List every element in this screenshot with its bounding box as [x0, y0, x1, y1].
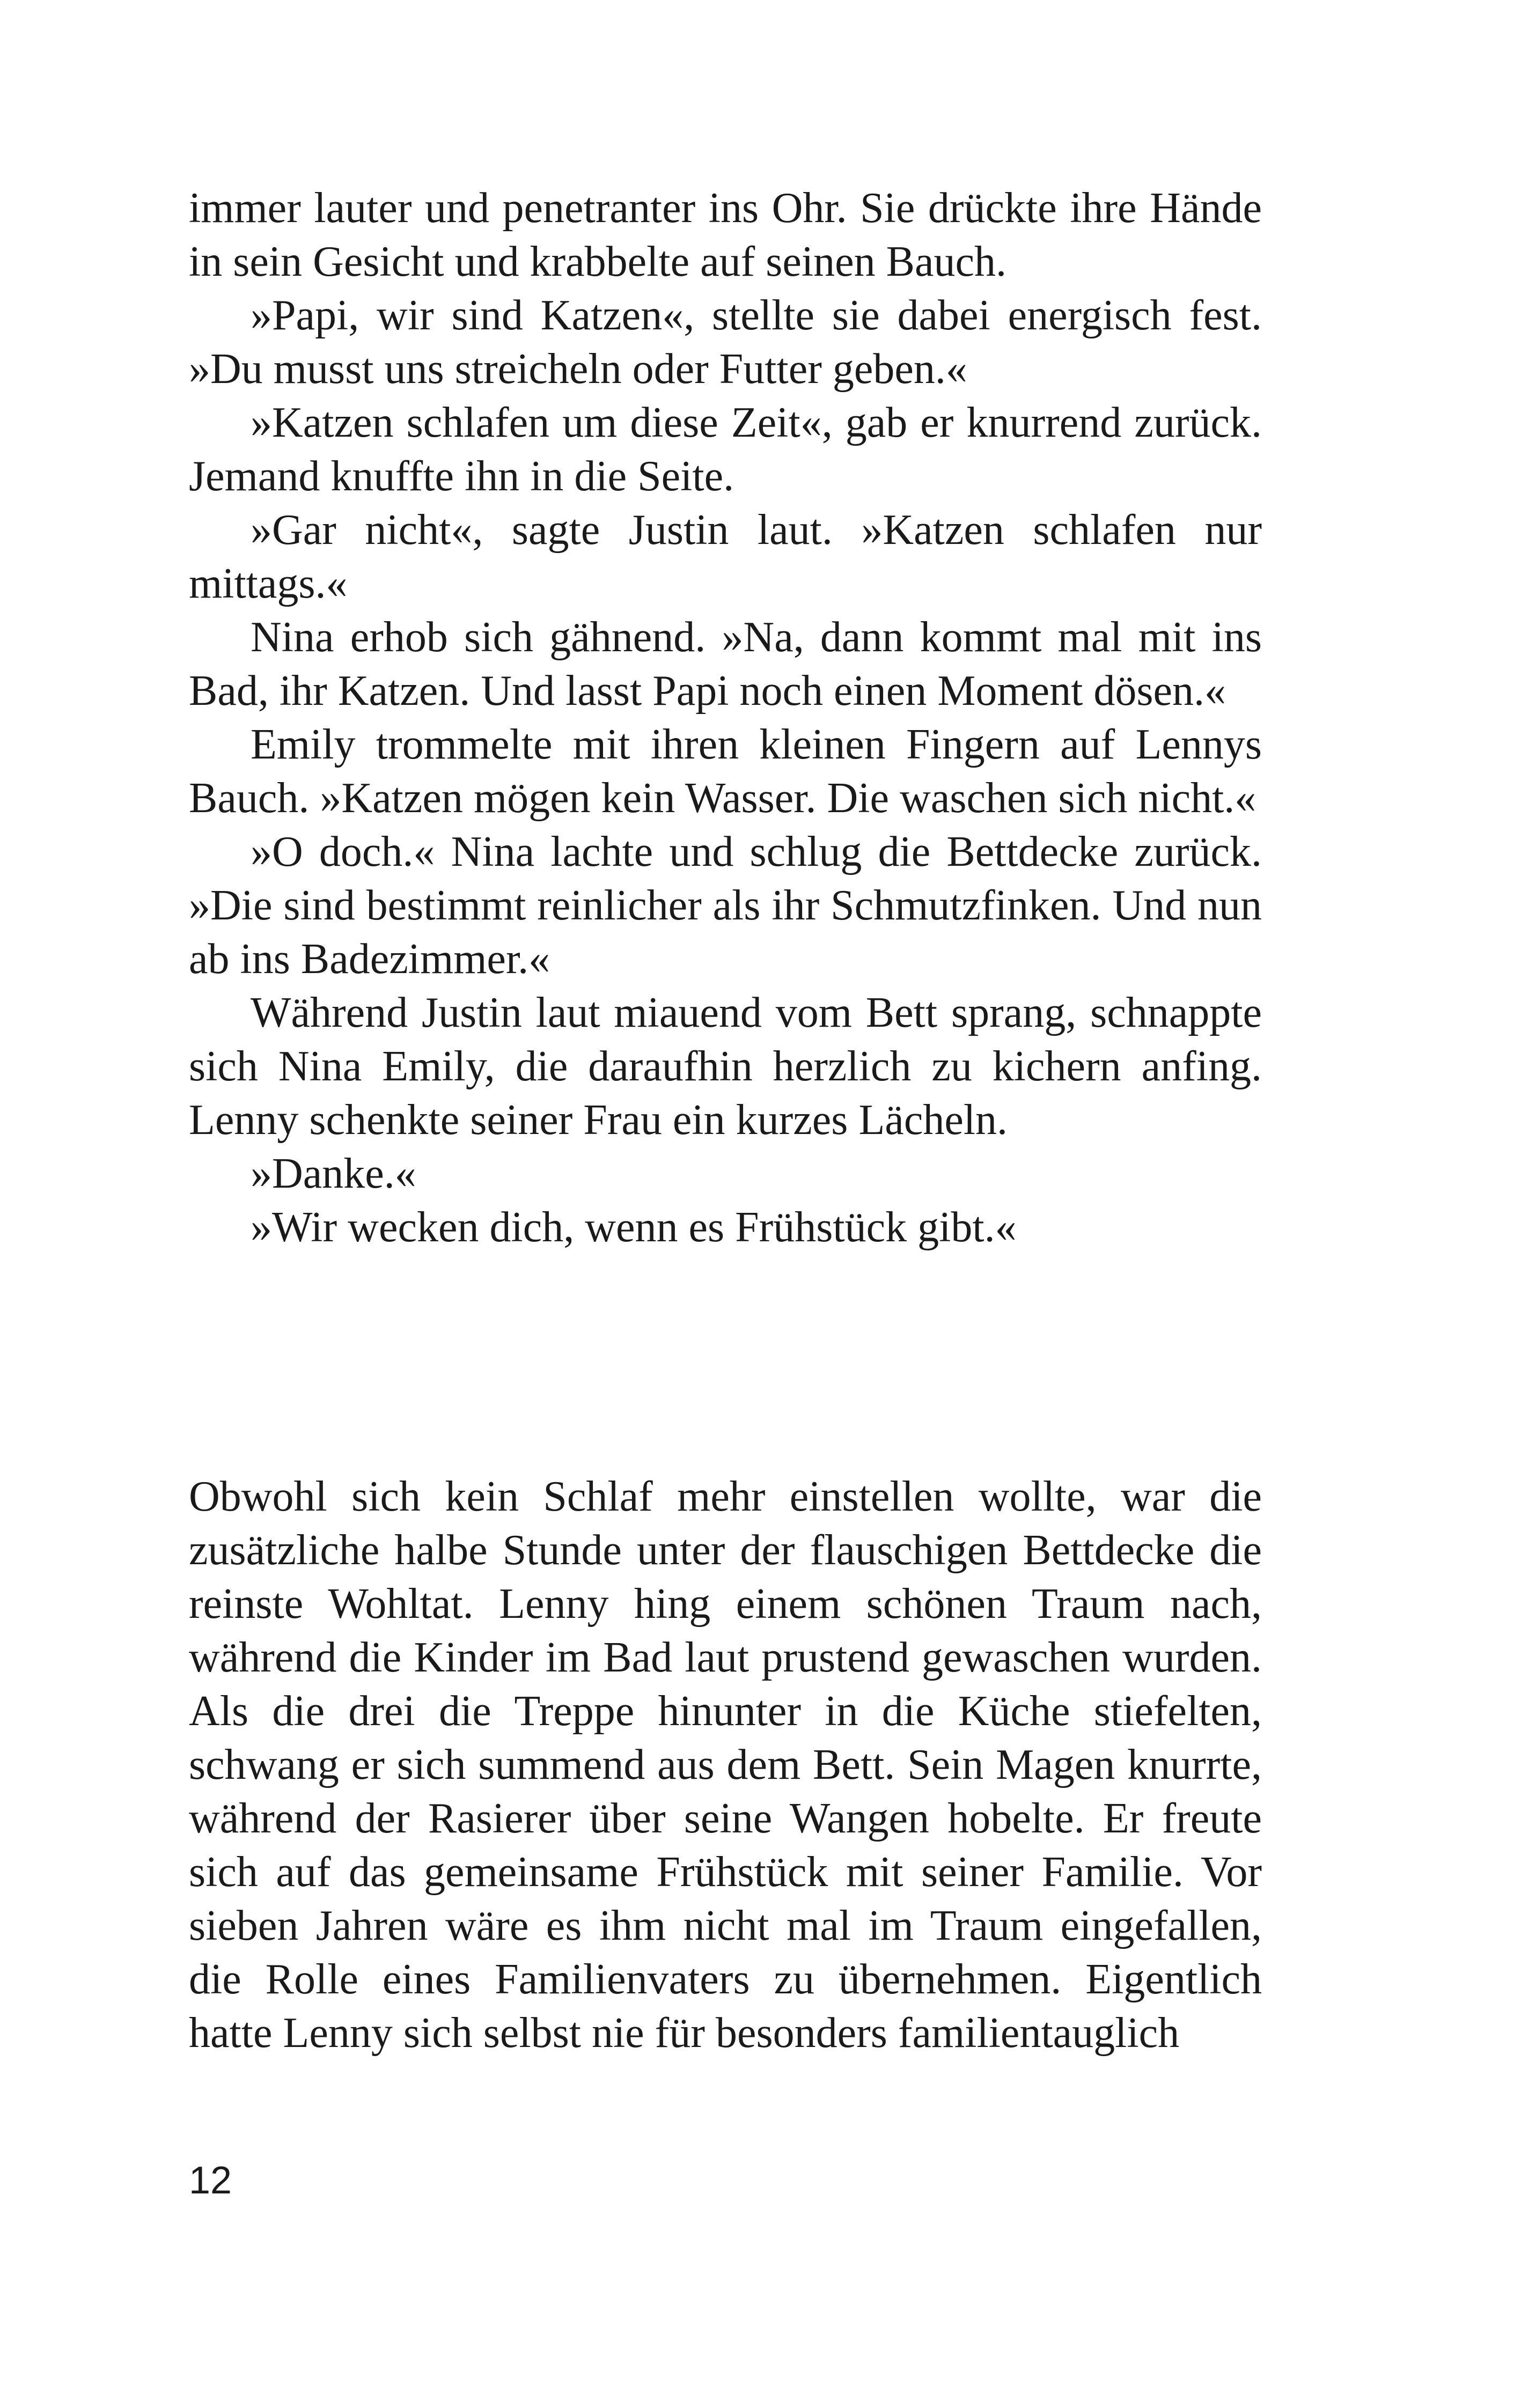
paragraph: »Papi, wir sind Katzen«, stellte sie dabei energisch fest. »Du musst uns streicheln oder Futter geben.« [189, 292, 1262, 393]
paragraph: »O doch.« Nina lachte und schlug die Bettdecke zurück. »Die sind bestimmt reinlicher als ihr Schmutzfinken. Und nun ab ins Badezimmer.« [189, 828, 1262, 983]
paragraph: Während Justin laut miauend vom Bett sprang, schnappte sich Nina Emily, die daraufhin herzlich zu kichern anfing. Lenny schenkte seiner Frau ein kurzes Lächeln. [189, 989, 1262, 1144]
paragraph: »Danke.« [251, 1150, 416, 1197]
dialogue-section [189, 181, 1262, 1254]
paragraph: »Gar nicht«, sagte Justin laut. »Katzen schlafen nur mittags.« [189, 506, 1262, 607]
paragraph: immer lauter und penetranter ins Ohr. Sie drückte ihre Hände in sein Gesicht und krabbelte auf seinen Bauch. [189, 185, 1262, 285]
paragraph: »Wir wecken dich, wenn es Frühstück gibt.« [251, 1204, 1017, 1251]
paragraph: Nina erhob sich gähnend. »Na, dann kommt mal mit ins Bad, ihr Katzen. Und lasst Papi noch einen Moment dösen.« [189, 614, 1262, 715]
narrative-section [189, 1470, 1262, 2060]
paragraph: »Katzen schlafen um diese Zeit«, gab er knurrend zurück. Jemand knuffte ihn in die Seite. [189, 399, 1262, 500]
paragraph: Emily trommelte mit ihren kleinen Fingern auf Lennys Bauch. »Katzen mögen kein Wasser. Die waschen sich nicht.« [189, 721, 1262, 822]
page-number: 12 [189, 2159, 232, 2202]
paragraph: Obwohl sich kein Schlaf mehr einstellen wollte, war die zusätzliche halbe Stunde unter der flauschigen Bettdecke die reinste Wohltat. Lenny hing einem schönen Traum nach, während die Kinder im Bad laut prustend gewaschen wurden. Als die drei die Treppe hinunter in die Küche stiefelten, schwang er sich summend aus dem Bett. Sein Magen knurrte, während der Rasierer über seine Wangen hobelte. Er freute sich auf das gemeinsame Frühstück mit seiner Familie. Vor sieben Jahren wäre es ihm nicht mal im Traum eingefallen, die Rolle eines Familienvaters zu übernehmen. Eigentlich hatte Lenny sich selbst nie für besonders familientauglich [189, 1473, 1262, 2057]
